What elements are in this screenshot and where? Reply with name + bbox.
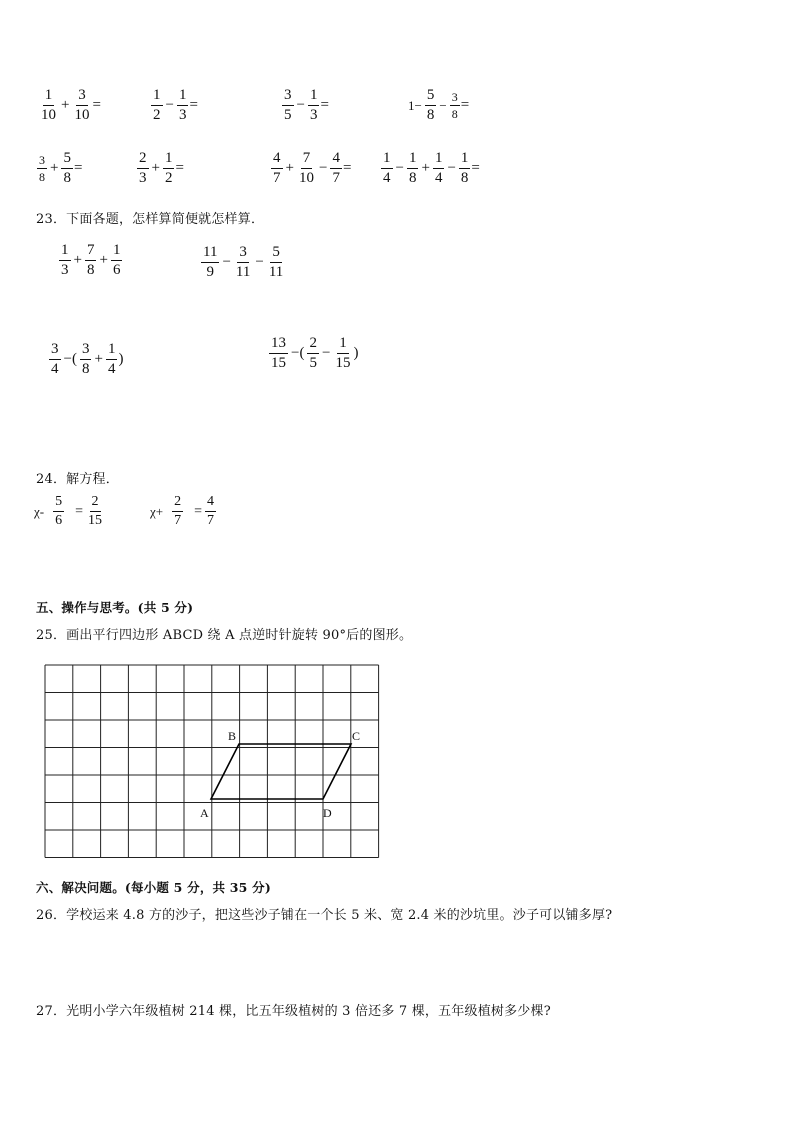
section-5-heading: 五、操作与思考。(共 5 分)	[36, 600, 194, 615]
fraction: 3 5	[284, 87, 292, 123]
q23-expr-1: 1 3 + $\frac{7}{8}$ + $\frac{1}{6}$	[61, 242, 121, 278]
fraction: 3 8	[39, 153, 45, 184]
fraction: $\frac{7}{10}$	[298, 150, 314, 186]
fraction: $\frac{5}{11}$	[268, 244, 284, 280]
fraction: 2 5	[309, 335, 317, 371]
fraction: $\frac{4}{7}$	[332, 150, 340, 186]
fraction: $\frac{3}{11}$	[235, 244, 251, 280]
fraction: $\frac{1}{6}$	[112, 242, 121, 278]
q23-expr-4: 13 15 −( 2 5 − $\frac{1}{15}$ )	[271, 335, 359, 371]
fraction: $\frac{1}{2}$	[164, 150, 173, 186]
fraction: 4 7	[273, 150, 281, 186]
q23-expr-2: 11 9 − $\frac{3}{11}$ − $\frac{5}{11}$	[203, 244, 284, 280]
fraction: $\frac{1}{8}$	[408, 150, 417, 186]
expr-r1-4: 1− $\frac{5}{8}$ − $\frac{3}{8}$ =	[408, 87, 470, 123]
fraction: 1 3	[61, 242, 69, 278]
expr-r2-3: 4 7 + $\frac{7}{10}$ − $\frac{4}{7}$ =	[273, 150, 352, 186]
fraction: 11 9	[203, 244, 218, 280]
fraction: $\frac{1}{8}$	[460, 150, 469, 186]
q24-title: 24．解方程．	[36, 472, 119, 487]
fraction: $\frac{2}{15}$	[88, 494, 103, 528]
fraction: $\frac{1}{3}$	[309, 87, 318, 123]
fraction: $\frac{5}{8}$	[63, 150, 71, 186]
fraction: 1 4	[383, 150, 391, 186]
expr-r1-1: 1 10 + $\frac{3}{10}$ =	[41, 87, 101, 123]
q24-equation-1: χ- $\frac{5}{6}$ = $\frac{2}{15}$	[34, 494, 103, 528]
expr-r1-2: 1 2 − $\frac{1}{3}$ =	[153, 87, 198, 123]
q23-title: 23．下面各题，怎样算简便就怎样算．	[36, 212, 265, 227]
fraction: 3 4	[51, 341, 59, 377]
expr-r2-4: 1 4 − $\frac{1}{8}$ + $\frac{1}{4}$ − $\frac{1}{8}$ =	[383, 150, 480, 186]
fraction: $\frac{3}{8}$	[451, 90, 458, 121]
q25-text: 25．画出平行四边形 ABCD 绕 A 点逆时针旋转 90°后的图形。	[36, 628, 413, 643]
q27-text: 27．光明小学六年级植树 214 棵，比五年级植树的 3 倍还多 7 棵，五年级植树多少棵?	[36, 1004, 551, 1019]
fraction: 1 10	[41, 87, 56, 123]
fraction: 2 3	[139, 150, 147, 186]
q26-text: 26．学校运来 4.8 方的沙子，把这些沙子铺在一个长 5 米、宽 2.4 米的沙坑里。沙子可以铺多厚?	[36, 908, 613, 923]
expr-r2-2: 2 3 + $\frac{1}{2}$ =	[139, 150, 184, 186]
fraction: $\frac{4}{7}$	[207, 494, 215, 528]
fraction: $\frac{5}{6}$	[55, 494, 63, 528]
section-6-heading: 六、解决问题。(每小题 5 分，共 35 分)	[36, 880, 271, 895]
vertex-label-b: B	[228, 729, 237, 743]
q24-equation-2: χ+ $\frac{2}{7}$ = $\frac{4}{7}$	[150, 494, 215, 528]
fraction: $\frac{1}{4}$	[434, 150, 443, 186]
fraction: $\frac{5}{8}$	[426, 87, 435, 123]
vertex-label-c: C	[352, 729, 361, 743]
fraction: $\frac{2}{7}$	[174, 494, 182, 528]
parallelogram-grid	[44, 664, 380, 858]
fraction: $\frac{1}{4}$	[107, 341, 116, 377]
vertex-label-d: D	[323, 806, 332, 820]
fraction: $\frac{7}{8}$	[86, 242, 95, 278]
fraction: 13 15	[271, 335, 286, 371]
vertex-label-a: A	[200, 806, 209, 820]
q23-expr-3: 3 4 −( 3 8 + $\frac{1}{4}$ )	[51, 341, 124, 377]
expr-r2-1: 3 8 + $\frac{5}{8}$ =	[39, 150, 83, 186]
fraction: $\frac{1}{3}$	[178, 87, 187, 123]
fraction: $\frac{1}{15}$	[335, 335, 351, 371]
fraction: $\frac{3}{10}$	[74, 87, 90, 123]
fraction: 1 2	[153, 87, 161, 123]
expr-r1-3: 3 5 − $\frac{1}{3}$ =	[284, 87, 329, 123]
parallelogram-abcd	[211, 744, 351, 799]
fraction: 3 8	[81, 341, 90, 377]
